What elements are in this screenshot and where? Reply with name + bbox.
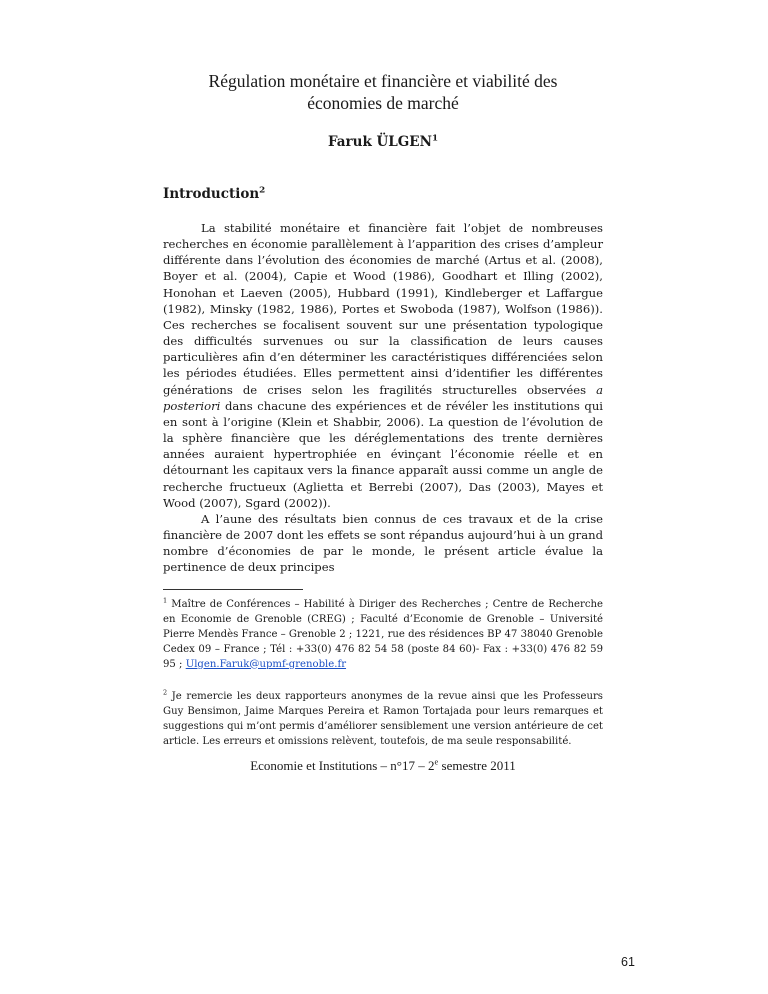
footnote-2-text: Je remercie les deux rapporteurs anonymes de la revue ainsi que les Professeurs Guy Bensimon, Jaime Marques Pereira et Ramon Tortajada pour leurs remarques et suggestions qui m’ont permis d’améliorer sensiblement une version antérieure de cet article. Les erreurs et omissions relèvent, toutefois, de ma seule responsabilité. [163, 691, 603, 747]
section-heading [163, 186, 603, 202]
author-footnote-marker[interactable]: 1 [431, 133, 439, 144]
title-line-2: économies de marché [307, 93, 459, 113]
paragraph-1-part-b: dans chacune des expériences et de révéler les institutions qui en sont à l’origine (Klein et Shabbir, 2006). La question de l’évolution de la sphère financière que les déréglementations des trente dernières années auraient hypertrophiée en évinçant l’économie réelle et en détournant les capitaux vers la finance apparaît aussi comme un angle de recherche fructueux (Aglietta et Berrebi (2007), Das (2003), Mayes et Wood (2007), Sgard (2002)). [163, 398, 603, 510]
paragraph-1-emphasis: a posteriori [163, 382, 603, 413]
footnotes [163, 598, 603, 749]
article-title [163, 70, 603, 114]
page [163, 0, 603, 774]
author [163, 134, 603, 150]
paragraph-1 [163, 220, 603, 511]
footnote-1-marker: 1 [163, 597, 168, 606]
section-footnote-marker[interactable]: 2 [259, 185, 266, 196]
footnote-1-text: Maître de Conférences – Habilité à Diriger des Recherches ; Centre de Recherche en Economie de Grenoble (CREG) ; Faculté d’Economie de Grenoble – Université Pierre Mendès France – Grenoble 2 ; 1221, rue des résidences BP 47 38040 Grenoble Cedex 09 – France ; Tél : +33(0) 476 82 54 58 (poste 84 60)- Fax : +33(0) 476 82 59 95 ; [163, 599, 603, 670]
title-line-1: Régulation monétaire et financière et viabilité des [208, 71, 558, 91]
section-title: Introduction [163, 186, 260, 202]
footer-journal-text: Economie et Institutions – n°17 – 2 [250, 757, 435, 773]
footer-superscript: e [434, 756, 439, 767]
paragraph-1-part-a: La stabilité monétaire et financière fait l’objet de nombreuses recherches en économie parallèlement à l’apparition des crises d’ampleur différente dans l’évolution des économies de marché (Artus et al. (2008), Boyer et al. (2004), Capie et Wood (1986), Goodhart et Illing (2002), Honohan et Laeven (2005), Hubbard (1991), Kindleberger et Laffargue (1982), Minsky (1982, 1986), Portes et Swoboda (1987), Wolfson (1986)). Ces recherches se focalisent souvent sur une présentation typologique des difficultés survenues ou sur la classification de leurs causes particulières afin d’en déterminer les caractéristiques différenciées selon les périodes étudiées. Elles permettent ainsi d’identifier les différentes générations de crises selon les fragilités structurelles observées [163, 221, 603, 397]
footnote-2-marker: 2 [163, 689, 168, 698]
body-text [163, 220, 603, 575]
journal-footer [163, 758, 603, 774]
footer-semester-text: semestre 2011 [438, 757, 516, 773]
paragraph-2: A l’aune des résultats bien connus de ces travaux et de la crise financière de 2007 dont les effets se sont répandus aujourd’hui à un grand nombre d’économies de par le monde, le présent article évalue la pertinence de deux principes [163, 511, 603, 575]
footnote-2 [163, 690, 603, 749]
footnote-separator [163, 589, 303, 590]
page-number: 61 [621, 955, 635, 969]
author-name: Faruk ÜLGEN [327, 134, 432, 150]
footnote-1 [163, 598, 603, 672]
author-email-link[interactable]: Ulgen.Faruk@upmf-grenoble.fr [185, 658, 347, 670]
